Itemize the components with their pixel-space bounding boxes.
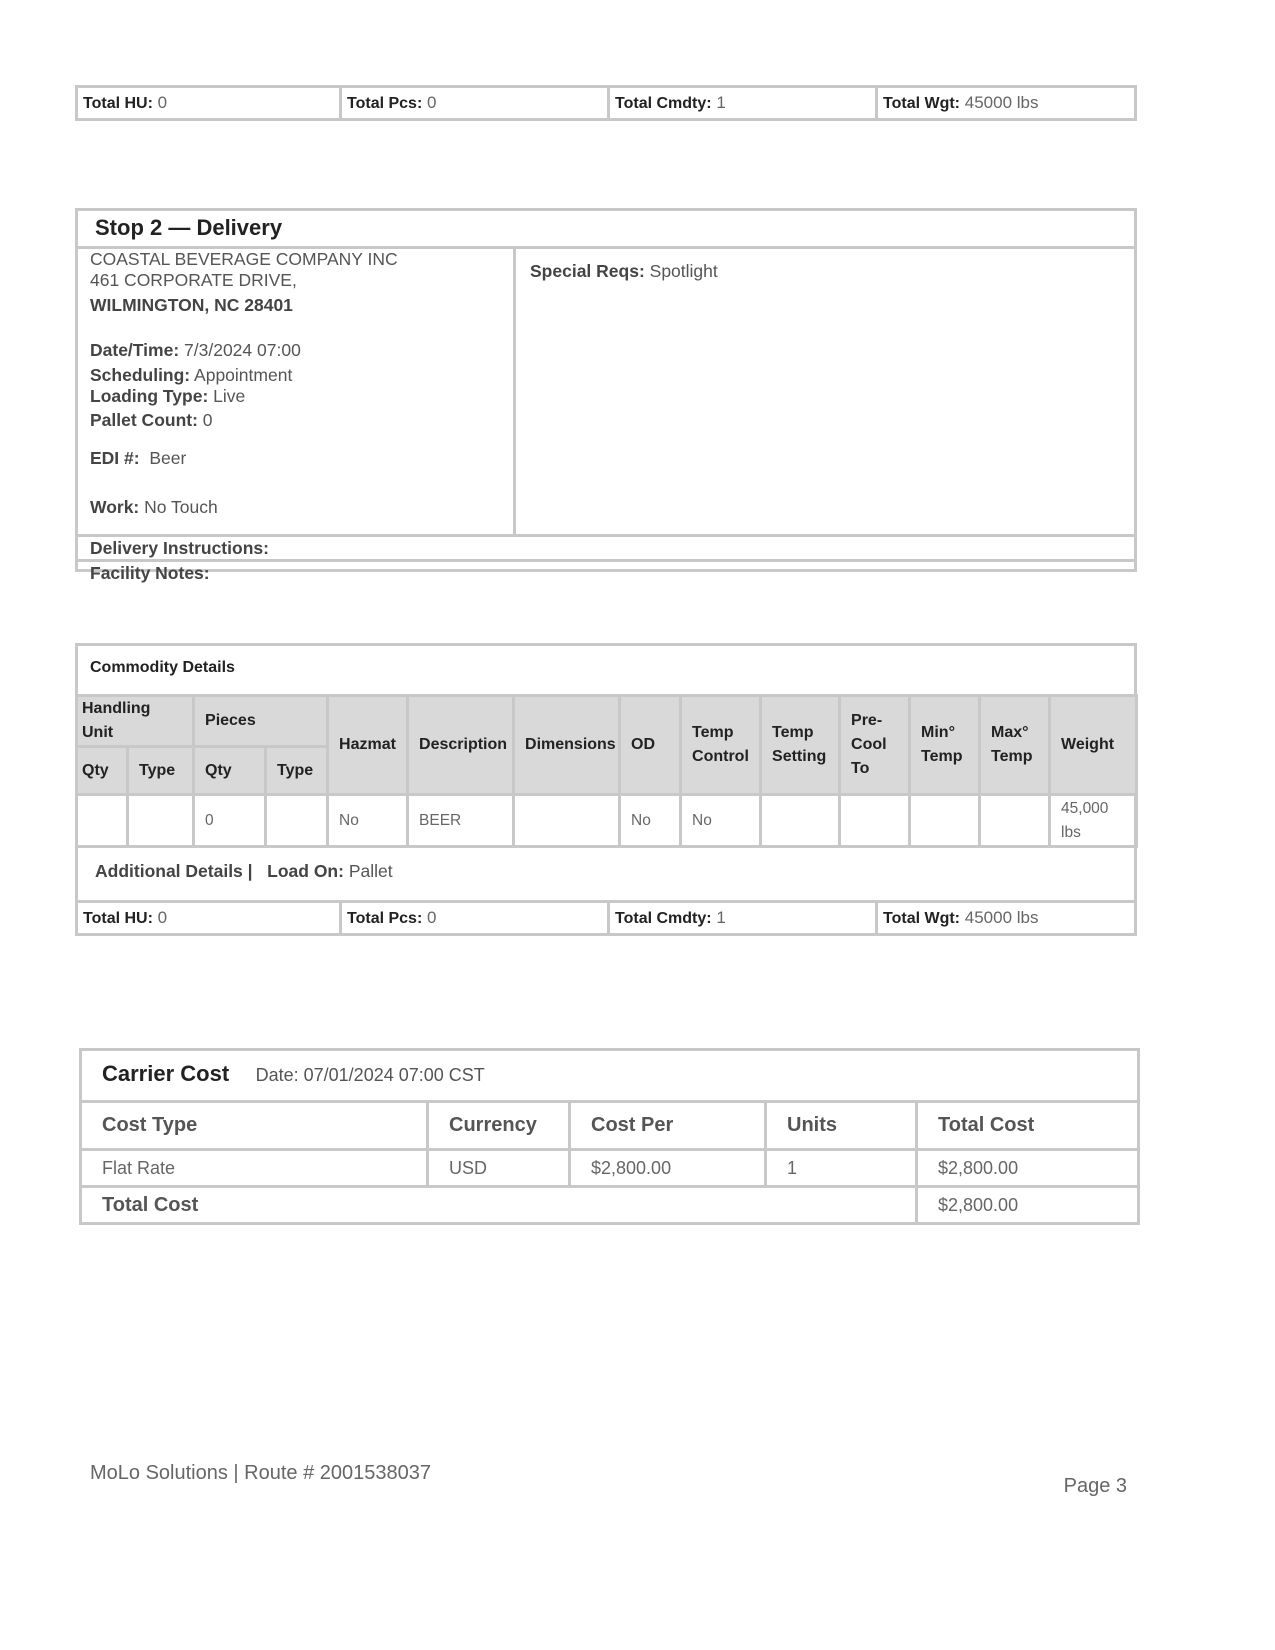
cell-od: No (620, 795, 681, 847)
scheduling-label: Scheduling: (90, 365, 191, 385)
total-hu-value: 0 (157, 908, 168, 927)
datetime-line (90, 340, 301, 361)
totals-bottom (78, 903, 1134, 936)
total-pcs-label: Total Pcs: (347, 95, 423, 112)
special-reqs-value: Spotlight (649, 261, 718, 281)
cell-cost-per: $2,800.00 (570, 1150, 766, 1187)
footer-route: MoLo Solutions | Route # 2001538037 (90, 1462, 432, 1484)
header-total-cost: Total Cost (917, 1102, 1139, 1150)
scheduling-line (90, 365, 292, 386)
total-pcs (342, 88, 610, 118)
total-cmdty-value: 1 (716, 93, 726, 112)
carrier-cost-header (82, 1051, 1137, 1103)
cell-min-temp (910, 795, 980, 847)
header-cost-type: Cost Type (81, 1102, 428, 1150)
datetime-label: Date/Time: (90, 340, 180, 360)
stop-address-panel (78, 249, 516, 534)
company-name: COASTAL BEVERAGE COMPANY INC (90, 249, 398, 269)
edi-line (90, 448, 186, 469)
special-reqs-panel (516, 249, 1134, 534)
total-cmdty-label: Total Cmdty: (615, 95, 712, 112)
total-hu-value: 0 (157, 93, 168, 112)
cell-temp-setting (761, 795, 840, 847)
total-cost-value: $2,800.00 (917, 1187, 1139, 1224)
special-reqs-line (530, 261, 718, 282)
total-cmdty (610, 903, 878, 936)
header-min-temp: Min° Temp (910, 696, 980, 795)
city-state-zip: WILMINGTON, NC 28401 (90, 295, 293, 315)
header-dimensions: Dimensions (514, 696, 620, 795)
total-row (81, 1187, 1139, 1224)
table-row (81, 1150, 1139, 1187)
delivery-instructions: Delivery Instructions: (78, 537, 1134, 562)
header-description: Description (408, 696, 514, 795)
header-max-temp: Max° Temp (980, 696, 1050, 795)
cell-dimensions (514, 795, 620, 847)
stop-title: Stop 2 — Delivery (78, 211, 1134, 249)
work-line (90, 497, 218, 518)
total-wgt-label: Total Wgt: (883, 910, 961, 927)
total-wgt (878, 903, 1134, 936)
street-address: 461 CORPORATE DRIVE, (90, 270, 297, 290)
cell-hu-qty (77, 795, 128, 847)
header-cost-per: Cost Per (570, 1102, 766, 1150)
total-pcs (342, 903, 610, 936)
header-pc-type: Type (266, 747, 328, 795)
stop-section (75, 208, 1137, 583)
total-pcs-value: 0 (427, 908, 437, 927)
carrier-cost-date: Date: 07/01/2024 07:00 CST (255, 1065, 485, 1085)
header-units: Units (766, 1102, 917, 1150)
loading-type-line (90, 386, 245, 407)
cell-hazmat: No (328, 795, 408, 847)
carrier-cost-title: Carrier Cost (102, 1061, 230, 1086)
total-cmdty (610, 88, 878, 118)
stop-body (78, 249, 1134, 537)
header-precool: Pre- Cool To (840, 696, 910, 795)
pallet-count-label: Pallet Count: (90, 410, 198, 430)
additional-details-label: Additional Details | (95, 861, 253, 881)
cell-units: 1 (766, 1150, 917, 1187)
table-row (77, 795, 1137, 847)
header-temp-control: Temp Control (681, 696, 761, 795)
total-wgt-value: 45000 lbs (964, 93, 1039, 112)
carrier-cost-table (79, 1100, 1140, 1225)
edi-value: Beer (149, 448, 187, 468)
total-pcs-label: Total Pcs: (347, 910, 423, 927)
carrier-cost-section (79, 1048, 1140, 1225)
additional-details (78, 848, 1134, 903)
total-wgt-value: 45000 lbs (964, 908, 1039, 927)
commodity-title: Commodity Details (78, 646, 1134, 697)
work-value: No Touch (144, 497, 218, 517)
cell-precool (840, 795, 910, 847)
commodity-table (75, 694, 1138, 848)
total-cmdty-label: Total Cmdty: (615, 910, 712, 927)
header-handling-unit: Handling Unit (77, 696, 194, 747)
total-hu (78, 903, 342, 936)
edi-label: EDI #: (90, 448, 140, 468)
commodity-section (75, 643, 1137, 936)
header-weight: Weight (1050, 696, 1137, 795)
header-hu-type: Type (128, 747, 194, 795)
total-wgt-label: Total Wgt: (883, 95, 961, 112)
load-on-value: Pallet (348, 861, 393, 881)
total-wgt (878, 88, 1134, 118)
header-currency: Currency (428, 1102, 570, 1150)
loading-type-label: Loading Type: (90, 386, 209, 406)
total-hu-label: Total HU: (83, 95, 153, 112)
header-hu-qty: Qty (77, 747, 128, 795)
header-od: OD (620, 696, 681, 795)
cell-currency: USD (428, 1150, 570, 1187)
header-pieces: Pieces (194, 696, 328, 747)
loading-type-value: Live (213, 386, 246, 406)
pallet-count-line (90, 410, 213, 431)
scheduling-value: Appointment (194, 365, 293, 385)
footer-page-number: Page 3 (1063, 1475, 1127, 1497)
facility-notes: Facility Notes: (90, 563, 210, 583)
datetime-value: 7/3/2024 07:00 (184, 340, 301, 360)
cell-pc-qty: 0 (194, 795, 266, 847)
header-temp-setting: Temp Setting (761, 696, 840, 795)
work-label: Work: (90, 497, 140, 517)
total-cmdty-value: 1 (716, 908, 726, 927)
cell-max-temp (980, 795, 1050, 847)
special-reqs-label: Special Reqs: (530, 261, 645, 281)
cell-total-cost: $2,800.00 (917, 1150, 1139, 1187)
cell-temp-control: No (681, 795, 761, 847)
header-hazmat: Hazmat (328, 696, 408, 795)
pallet-count-value: 0 (202, 410, 213, 430)
total-cost-label: Total Cost (81, 1187, 917, 1224)
cell-cost-type: Flat Rate (81, 1150, 428, 1187)
totals-top (75, 85, 1137, 121)
header-pc-qty: Qty (194, 747, 266, 795)
cell-pc-type (266, 795, 328, 847)
cell-description: BEER (408, 795, 514, 847)
total-pcs-value: 0 (427, 93, 437, 112)
cell-weight: 45,000 lbs (1050, 795, 1137, 847)
cell-hu-type (128, 795, 194, 847)
total-hu (78, 88, 342, 118)
total-hu-label: Total HU: (83, 910, 153, 927)
load-on-label: Load On: (267, 861, 344, 881)
